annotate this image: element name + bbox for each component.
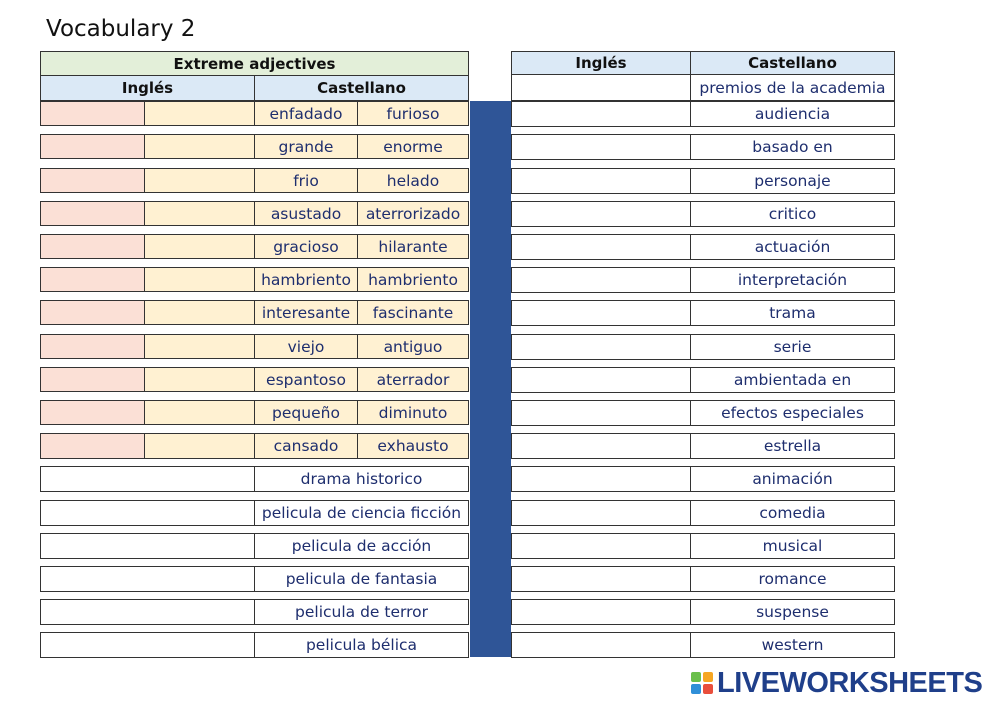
english-answer-input[interactable] <box>40 334 145 359</box>
right-english-input[interactable] <box>511 500 691 526</box>
divider-bar <box>470 101 511 657</box>
genre-cell: pelicula de ciencia ficción <box>254 500 469 526</box>
english-extreme-answer-input[interactable] <box>144 101 255 126</box>
page-title: Vocabulary 2 <box>46 16 196 42</box>
english-extreme-answer-input[interactable] <box>144 168 255 193</box>
adjective-cell: pequeño <box>254 400 358 425</box>
genre-english-input[interactable] <box>40 466 255 492</box>
right-english-input[interactable] <box>511 566 691 592</box>
logo-mark-icon <box>691 672 713 694</box>
right-english-input[interactable] <box>511 433 691 459</box>
genre-cell: pelicula de acción <box>254 533 469 559</box>
genre-english-input[interactable] <box>40 566 255 592</box>
adjective-cell: cansado <box>254 433 358 459</box>
right-english-input[interactable] <box>511 400 691 426</box>
right-spanish-cell: animación <box>690 466 895 492</box>
english-answer-input[interactable] <box>40 267 145 292</box>
english-extreme-answer-input[interactable] <box>144 300 255 325</box>
extreme-adjective-cell: aterrador <box>357 367 469 392</box>
extreme-adjective-cell: helado <box>357 168 469 193</box>
english-answer-input[interactable] <box>40 367 145 392</box>
right-col-header-spanish: Castellano <box>690 51 895 75</box>
right-spanish-cell: estrella <box>690 433 895 459</box>
genre-english-input[interactable] <box>40 599 255 625</box>
right-english-input[interactable] <box>511 201 691 227</box>
english-answer-input[interactable] <box>40 101 145 126</box>
right-spanish-cell: suspense <box>690 599 895 625</box>
extreme-adjective-cell: antiguo <box>357 334 469 359</box>
extreme-adjective-cell: furioso <box>357 101 469 126</box>
extreme-adjective-cell: aterrorizado <box>357 201 469 226</box>
right-english-input[interactable] <box>511 134 691 160</box>
english-extreme-answer-input[interactable] <box>144 367 255 392</box>
right-english-input[interactable] <box>511 466 691 492</box>
english-answer-input[interactable] <box>40 234 145 259</box>
right-spanish-cell: serie <box>690 334 895 360</box>
right-english-input[interactable] <box>511 168 691 194</box>
right-english-input[interactable] <box>511 367 691 393</box>
right-col-header-english: Inglés <box>511 51 691 75</box>
extreme-adjective-cell: enorme <box>357 134 469 159</box>
adjective-cell: interesante <box>254 300 358 325</box>
adjective-cell: espantoso <box>254 367 358 392</box>
right-spanish-cell: comedia <box>690 500 895 526</box>
right-english-input[interactable] <box>511 599 691 625</box>
adjective-cell: asustado <box>254 201 358 226</box>
right-spanish-cell: critico <box>690 201 895 227</box>
right-spanish-cell: premios de la academia <box>690 74 895 101</box>
english-extreme-answer-input[interactable] <box>144 334 255 359</box>
right-spanish-cell: western <box>690 632 895 658</box>
extreme-adjective-cell: exhausto <box>357 433 469 459</box>
english-answer-input[interactable] <box>40 433 145 459</box>
extreme-adjectives-header: Extreme adjectives <box>40 51 469 76</box>
english-extreme-answer-input[interactable] <box>144 134 255 159</box>
liveworksheets-logo <box>691 667 982 699</box>
english-extreme-answer-input[interactable] <box>144 433 255 459</box>
right-spanish-cell: trama <box>690 300 895 326</box>
right-spanish-cell: actuación <box>690 234 895 260</box>
english-extreme-answer-input[interactable] <box>144 267 255 292</box>
english-extreme-answer-input[interactable] <box>144 234 255 259</box>
logo-mark-square <box>703 684 713 694</box>
english-answer-input[interactable] <box>40 134 145 159</box>
extreme-adjective-cell: fascinante <box>357 300 469 325</box>
genre-english-input[interactable] <box>40 632 255 658</box>
right-english-input[interactable] <box>511 267 691 293</box>
right-english-input[interactable] <box>511 101 691 127</box>
right-english-input[interactable] <box>511 234 691 260</box>
logo-mark-square <box>691 672 701 682</box>
left-col-header-spanish: Castellano <box>254 75 469 101</box>
right-english-input[interactable] <box>511 533 691 559</box>
right-spanish-cell: romance <box>690 566 895 592</box>
english-answer-input[interactable] <box>40 300 145 325</box>
extreme-adjective-cell: diminuto <box>357 400 469 425</box>
genre-cell: pelicula de terror <box>254 599 469 625</box>
adjective-cell: viejo <box>254 334 358 359</box>
english-answer-input[interactable] <box>40 201 145 226</box>
english-extreme-answer-input[interactable] <box>144 201 255 226</box>
left-col-header-english: Inglés <box>40 75 255 101</box>
right-spanish-cell: musical <box>690 533 895 559</box>
adjective-cell: enfadado <box>254 101 358 126</box>
logo-text: LIVEWORKSHEETS <box>717 666 983 699</box>
extreme-adjective-cell: hilarante <box>357 234 469 259</box>
adjective-cell: grande <box>254 134 358 159</box>
right-english-input[interactable] <box>511 632 691 658</box>
right-english-input[interactable] <box>511 334 691 360</box>
adjective-cell: gracioso <box>254 234 358 259</box>
right-spanish-cell: basado en <box>690 134 895 160</box>
logo-mark-square <box>691 684 701 694</box>
right-spanish-cell: personaje <box>690 168 895 194</box>
right-spanish-cell: audiencia <box>690 101 895 127</box>
english-answer-input[interactable] <box>40 168 145 193</box>
right-spanish-cell: efectos especiales <box>690 400 895 426</box>
right-english-input[interactable] <box>511 300 691 326</box>
adjective-cell: hambriento <box>254 267 358 292</box>
extreme-adjective-cell: hambriento <box>357 267 469 292</box>
genre-english-input[interactable] <box>40 533 255 559</box>
right-spanish-cell: interpretación <box>690 267 895 293</box>
genre-cell: pelicula de fantasia <box>254 566 469 592</box>
genre-cell: drama historico <box>254 466 469 492</box>
adjective-cell: frio <box>254 168 358 193</box>
logo-mark-square <box>703 672 713 682</box>
english-extreme-answer-input[interactable] <box>144 400 255 425</box>
english-answer-input[interactable] <box>40 400 145 425</box>
genre-english-input[interactable] <box>40 500 255 526</box>
genre-cell: pelicula bélica <box>254 632 469 658</box>
right-spanish-cell: ambientada en <box>690 367 895 393</box>
right-english-input[interactable] <box>511 74 691 101</box>
